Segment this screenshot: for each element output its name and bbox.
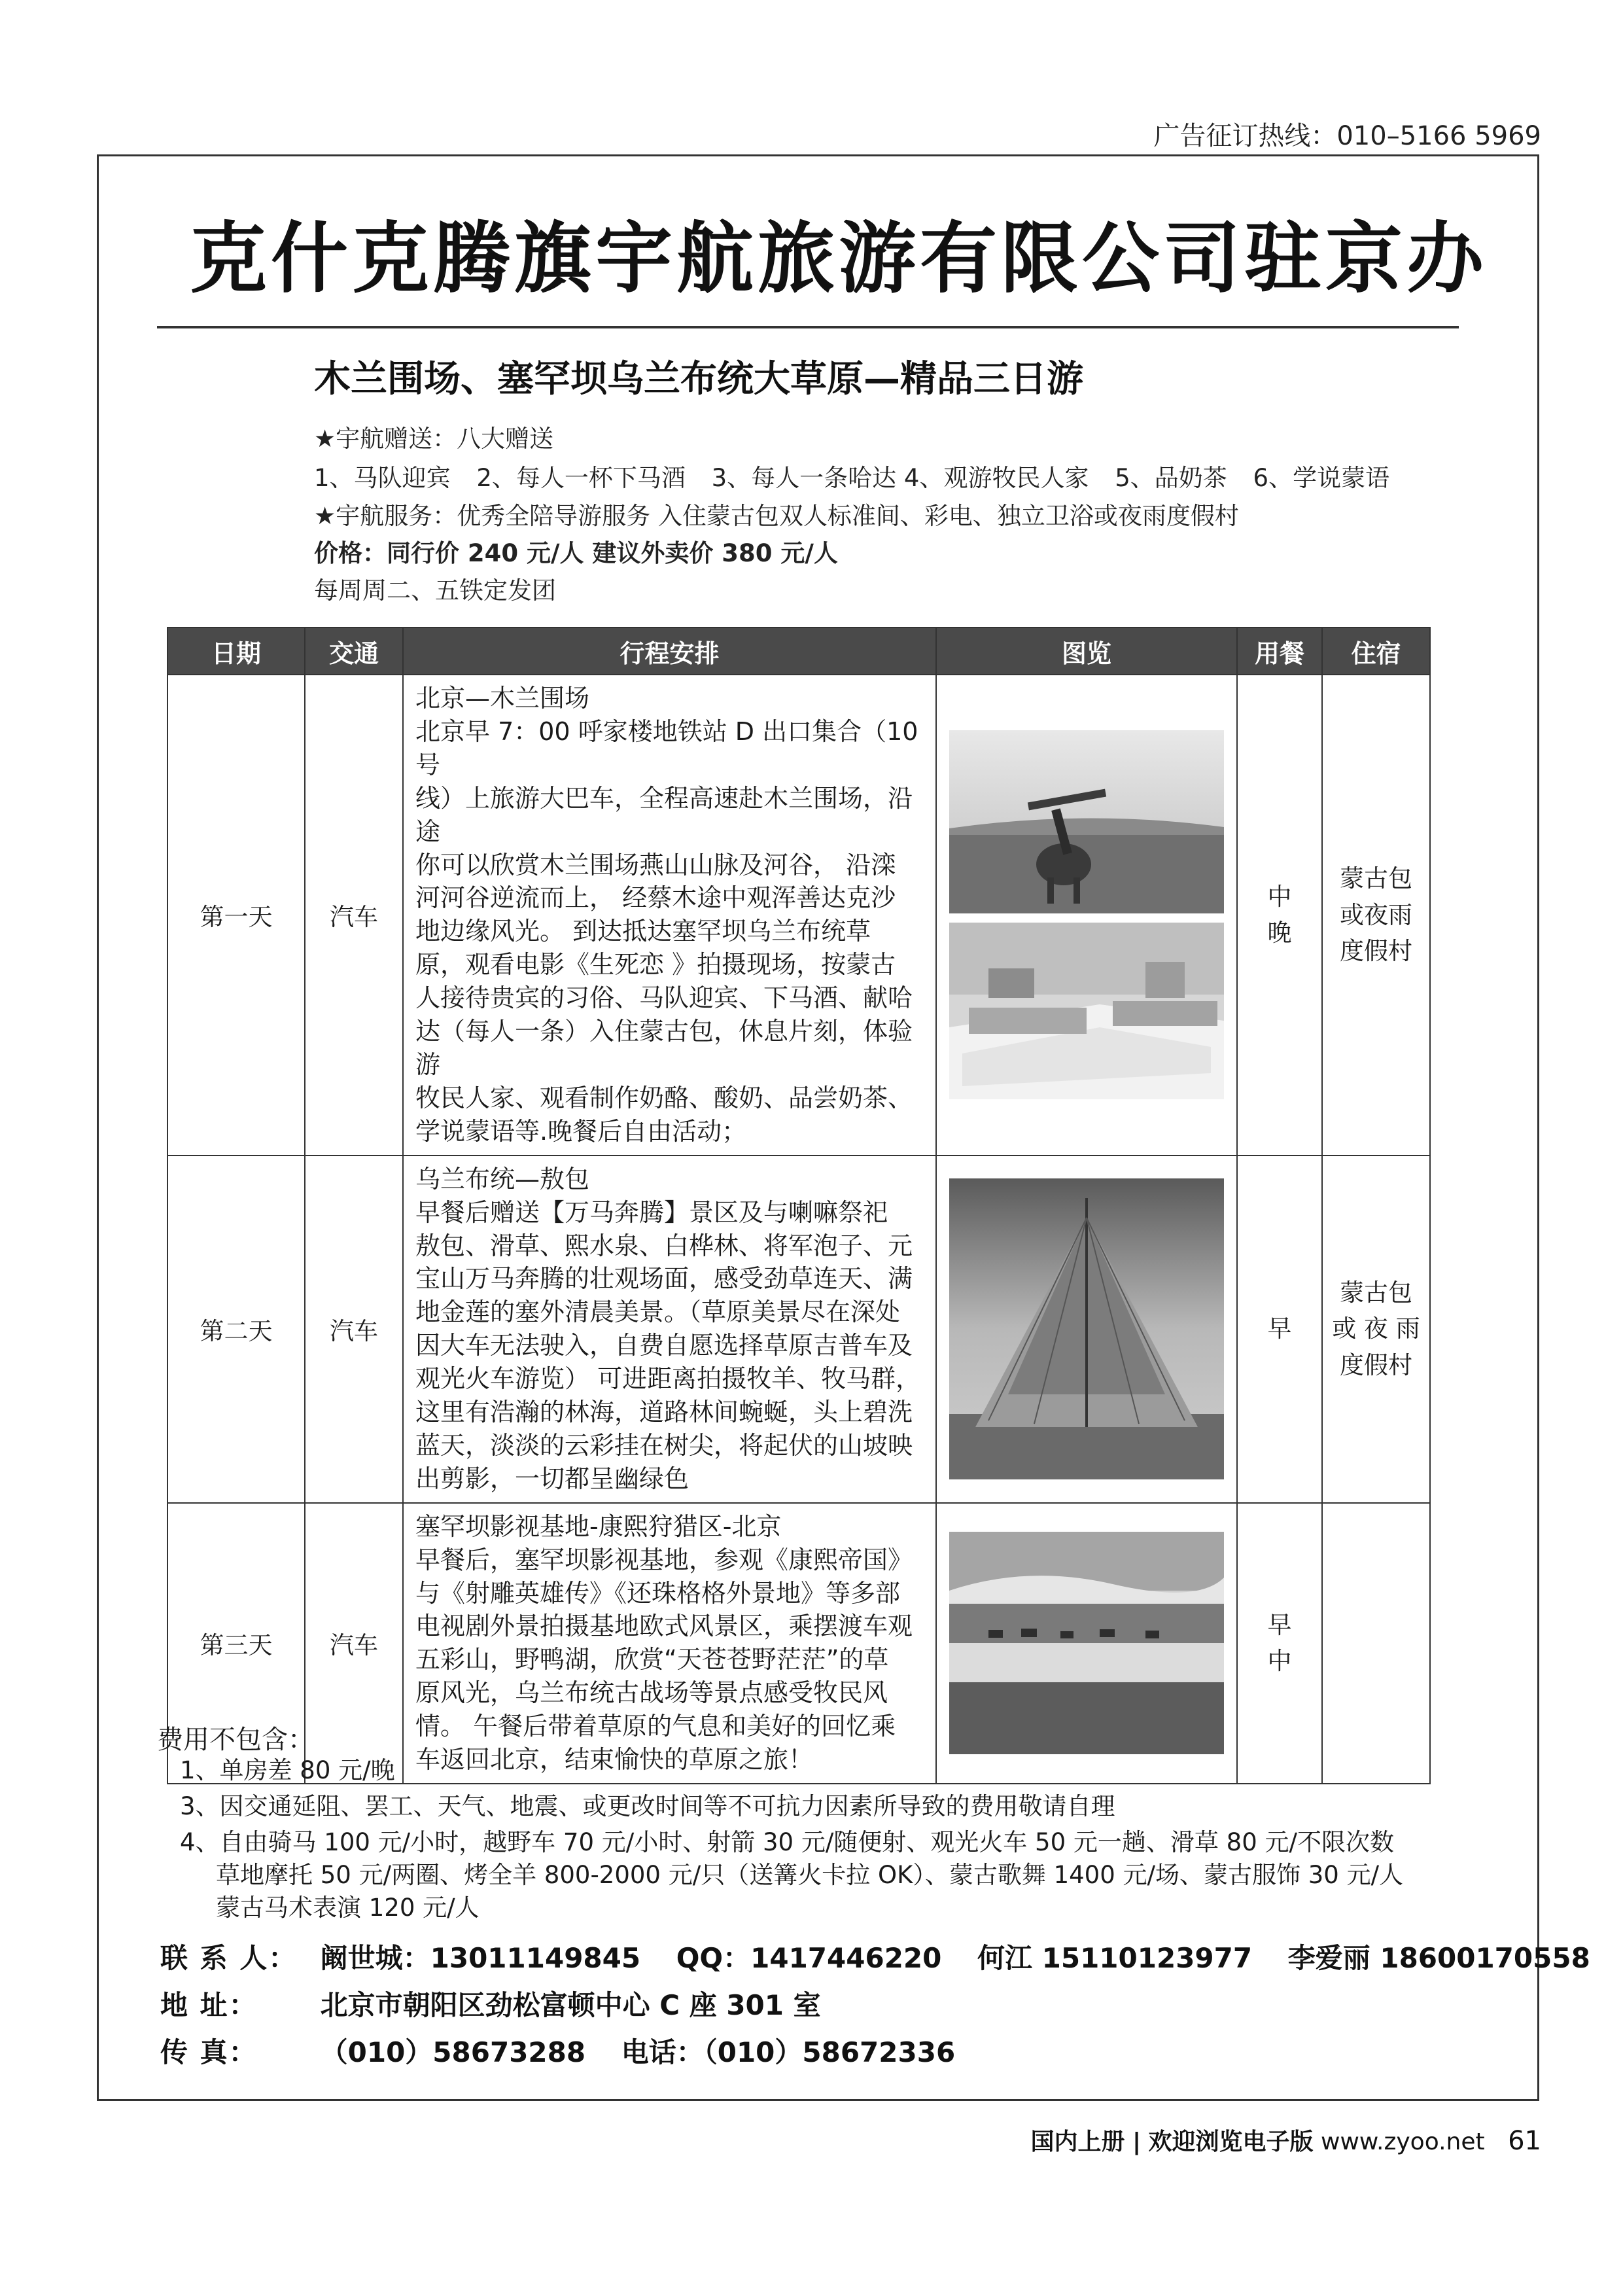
header-photos: 图览 (936, 627, 1237, 675)
contact-person: 何江 15110123977 (977, 1942, 1253, 1974)
schedule-line: 牧民人家、观看制作奶酪、酸奶、品尝奶茶、 (415, 1083, 913, 1112)
header-date: 日期 (167, 627, 305, 675)
phone-value: 电话：（010）58672336 (621, 2036, 956, 2068)
price-line (314, 533, 838, 569)
schedule-cell (403, 1156, 936, 1503)
departure-line: 每周周二、五铁定发团 (314, 576, 556, 605)
schedule-line: 北京早 7：00 呼家楼地铁站 D 出口集合（10 号 (415, 716, 918, 779)
stay-line: 蒙古包 (1340, 1278, 1412, 1307)
meal-item: 早 (1267, 1315, 1292, 1343)
contact-person: 阚世城：13011149845 (320, 1942, 641, 1974)
schedule-line: 北京—木兰围场 (415, 684, 590, 713)
horse-acrobat-photo (949, 730, 1224, 913)
schedule-line: 地金莲的塞外清晨美景。（草原美景尽在深处 (415, 1298, 901, 1327)
schedule-line: 乌兰布统—敖包 (415, 1164, 590, 1193)
gift-list (314, 458, 1408, 493)
table-row-day3 (167, 1503, 1430, 1784)
stay-cell (1322, 675, 1430, 1156)
table-header-row (167, 627, 1430, 675)
address-label: 地 址： (160, 1989, 258, 2021)
table-row-day2 (167, 1156, 1430, 1503)
price-text: 价格：同行价 240 元/人 建议外卖价 380 元/人 (314, 539, 838, 567)
lake-grassland-photo (949, 1532, 1224, 1754)
meal-item: 早 (1267, 1610, 1292, 1639)
footer-separator: | (1132, 2128, 1142, 2155)
schedule-line: 原，观看电影《生死恋 》拍摄现场，按蒙古 (415, 950, 896, 980)
exclusion-item: 3、因交通延阻、罢工、天气、地震、或更改时间等不可抗力因素所导致的费用敬请自理 (180, 1792, 1115, 1820)
yurt-room-photo (949, 923, 1224, 1099)
schedule-line: 五彩山，野鸭湖，欣赏“天苍苍野茫茫”的草 (415, 1645, 889, 1674)
day-label: 第二天 (167, 1156, 305, 1503)
itinerary-table (167, 627, 1431, 1784)
page-footer (1030, 2123, 1541, 2157)
gift-line: ★宇航赠送：八大赠送 (314, 425, 554, 453)
schedule-line: 蓝天，淡淡的云彩挂在树尖，将起伏的山坡映 (415, 1430, 913, 1460)
stay-line: 度假村 (1340, 1351, 1412, 1379)
schedule-line: 达（每人一条）入住蒙古包，休息片刻，体验游 (415, 1017, 913, 1079)
fax-label: 传 真： (160, 2036, 258, 2068)
exclusion-item: 1、单房差 80 元/晚 (180, 1756, 395, 1784)
gift-item: 2、每人一杯下马酒 (476, 464, 686, 492)
page-number: 61 (1508, 2126, 1541, 2156)
meal-cell (1237, 675, 1322, 1156)
schedule-cell (403, 675, 936, 1156)
schedule-line: 早餐后赠送【万马奔腾】景区及与喇嘛祭祀 (415, 1197, 888, 1227)
obo-cairn-photo (949, 1178, 1224, 1479)
header-schedule: 行程安排 (403, 627, 936, 675)
schedule-line: 宝山万马奔腾的壮观场面，感受劲草连天、满 (415, 1264, 913, 1294)
stay-line: 或 夜 雨 (1332, 1315, 1420, 1343)
meal-item: 晚 (1267, 919, 1292, 947)
contact-qq: QQ：1417446220 (676, 1942, 942, 1974)
footer-text: 欢迎浏览电子版 (1148, 2128, 1314, 2155)
stay-line: 蒙古包 (1340, 864, 1412, 893)
contact-person: 李爱丽 18600170558 (1287, 1942, 1590, 1974)
schedule-line: 电视剧外景拍摄基地欧式风景区，乘摆渡车观 (415, 1612, 913, 1641)
meal-item: 中 (1267, 1647, 1292, 1676)
schedule-line: 这里有浩瀚的林海，道路林间蜿蜒，头上碧洗 (415, 1398, 913, 1427)
gift-item: 3、每人一条哈达 4、观游牧民人家 (711, 464, 1089, 492)
header-transport: 交通 (305, 627, 403, 675)
meal-cell (1237, 1503, 1322, 1784)
schedule-line: 你可以欣赏木兰围场燕山山脉及河谷， 沿滦 (415, 850, 896, 879)
schedule-line: 因大车无法驶入，自费自愿选择草原吉普车及 (415, 1331, 913, 1360)
day-label: 第一天 (167, 675, 305, 1156)
contact-label: 联 系 人： (160, 1942, 298, 1974)
company-name: 克什克腾旗宇航旅游有限公司驻京办 (190, 213, 1488, 304)
schedule-line: 河河谷逆流而上， 经蔡木途中观浑善达克沙 (415, 883, 896, 913)
transport-cell: 汽车 (305, 675, 403, 1156)
gift-item: 5、品奶茶 (1115, 464, 1227, 492)
exclusion-item: 4、自由骑马 100 元/小时，越野车 70 元/小时、射箭 30 元/随便射、观光火车 50 元一趟、滑草 80 元/不限次数 (180, 1828, 1394, 1856)
stay-line: 或夜雨 (1340, 900, 1412, 929)
title-divider (157, 326, 1459, 328)
photo-cell (936, 1503, 1237, 1784)
exclusions-title: 费用不包含： (157, 1725, 314, 1755)
address-value: 北京市朝阳区劲松富顿中心 C 座 301 室 (320, 1989, 821, 2021)
photo-cell (936, 1156, 1237, 1503)
gift-item: 1、马队迎宾 (314, 464, 451, 492)
fax-value: （010）58673288 (320, 2036, 586, 2068)
transport-cell: 汽车 (305, 1156, 403, 1503)
stay-cell-empty (1322, 1503, 1430, 1784)
schedule-line: 塞罕坝影视基地-康熙狩猎区-北京 (415, 1511, 782, 1541)
stay-cell (1322, 1156, 1430, 1503)
schedule-line: 车返回北京，结束愉快的草原之旅！ (415, 1745, 814, 1775)
gift-item: 6、学说蒙语 (1253, 464, 1390, 492)
table-row-day1 (167, 675, 1430, 1156)
exclusion-item: 蒙古马术表演 120 元/人 (216, 1894, 480, 1922)
footer-section: 国内上册 (1030, 2128, 1125, 2155)
service-line: ★宇航服务：优秀全陪导游服务 入住蒙古包双人标准间、彩电、独立卫浴或夜雨度假村 (314, 502, 1239, 530)
meal-item: 中 (1267, 882, 1292, 911)
schedule-line: 原风光，乌兰布统古战场等景点感受牧民风 (415, 1678, 888, 1708)
schedule-line: 学说蒙语等.晚餐后自由活动； (415, 1116, 747, 1146)
footer-url[interactable]: www.zyoo.net (1321, 2128, 1485, 2155)
ad-hotline: 广告征订热线：010–5166 5969 (1153, 121, 1541, 151)
transport-cell: 汽车 (305, 1503, 403, 1784)
schedule-line: 线）上旅游大巴车，全程高速赴木兰围场，沿途 (415, 783, 913, 846)
tour-title: 木兰围场、塞罕坝乌兰布统大草原—精品三日游 (314, 358, 1083, 400)
schedule-line: 出剪影，一切都呈幽绿色 (415, 1464, 689, 1493)
schedule-line: 人接待贵宾的习俗、马队迎宾、下马酒、献哈 (415, 983, 913, 1013)
contact-people-line (160, 1937, 1616, 1976)
photo-cell (936, 675, 1237, 1156)
schedule-line: 敖包、滑草、熙水泉、白桦林、将军泡子、元 (415, 1231, 913, 1260)
schedule-line: 与《射雕英雄传》《还珠格格外景地》等多部 (415, 1578, 901, 1608)
schedule-line: 早餐后，塞罕坝影视基地，参观《康熙帝国》 (415, 1545, 913, 1574)
schedule-cell (403, 1503, 936, 1784)
schedule-line: 情。 午餐后带着草原的气息和美好的回忆乘 (415, 1712, 896, 1741)
fax-phone-line (160, 2031, 981, 2070)
schedule-line: 地边缘风光。 到达抵达塞罕坝乌兰布统草 (415, 917, 871, 946)
header-meals: 用餐 (1237, 627, 1322, 675)
exclusion-item: 草地摩托 50 元/两圈、烤全羊 800-2000 元/只（送篝火卡拉 OK）、蒙古歌舞 1400 元/场、蒙古服饰 30 元/人 (216, 1861, 1404, 1889)
header-stay: 住宿 (1322, 627, 1430, 675)
stay-line: 度假村 (1340, 937, 1412, 966)
meal-cell (1237, 1156, 1322, 1503)
address-line (160, 1984, 847, 2023)
schedule-line: 观光火车游览） 可进距离拍摄牧羊、牧马群， (415, 1364, 921, 1394)
day-label: 第三天 (167, 1503, 305, 1784)
